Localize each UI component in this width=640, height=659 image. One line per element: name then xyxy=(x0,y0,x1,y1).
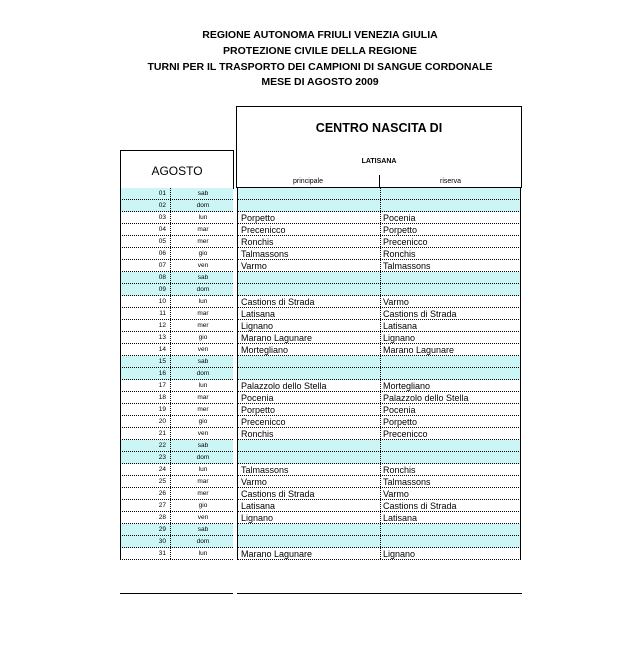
table-row xyxy=(120,308,521,320)
date-cell xyxy=(120,500,233,512)
table-row xyxy=(120,500,521,512)
col-principale-header: principale xyxy=(293,178,323,185)
day-number: 08 xyxy=(121,272,171,283)
riserva-value: Ronchis xyxy=(380,464,523,475)
weekday: mer xyxy=(197,406,209,413)
assignment-cell xyxy=(237,440,521,452)
day-number: 23 xyxy=(121,452,171,463)
weekday: lun xyxy=(198,382,208,389)
day-number: 09 xyxy=(121,284,171,295)
assignment-cell xyxy=(237,428,521,440)
table-row xyxy=(120,380,521,392)
weekday: dom xyxy=(196,286,210,293)
table-row xyxy=(120,224,521,236)
day-number: 20 xyxy=(121,416,171,427)
date-cell xyxy=(120,440,233,452)
date-cell xyxy=(120,296,233,308)
table-row xyxy=(120,488,521,500)
riserva-value: Lignano xyxy=(380,548,523,559)
date-cell xyxy=(120,452,233,464)
assignment-cell xyxy=(237,404,521,416)
date-cell xyxy=(120,200,233,212)
principale-value: Precenicco xyxy=(241,417,286,427)
principale-value: Porpetto xyxy=(241,213,276,223)
principale-value: Lignano xyxy=(241,321,274,331)
table-row xyxy=(120,404,521,416)
date-cell xyxy=(120,464,233,476)
table-row xyxy=(120,296,521,308)
table-row xyxy=(120,476,521,488)
table-row xyxy=(120,200,521,212)
principale-value: Ronchis xyxy=(241,237,274,247)
date-cell xyxy=(120,308,233,320)
assignment-cell xyxy=(237,512,521,524)
table-row xyxy=(120,332,521,344)
weekday: dom xyxy=(196,538,210,545)
date-cell xyxy=(120,344,233,356)
date-cell xyxy=(120,332,233,344)
assignment-cell xyxy=(237,272,521,284)
day-number: 21 xyxy=(121,428,171,439)
weekday: mer xyxy=(197,238,209,245)
riserva-value: Latisana xyxy=(380,512,523,523)
date-cell xyxy=(120,188,233,200)
principale-value: Palazzolo dello Stella xyxy=(241,381,327,391)
col-riserva-header: riserva xyxy=(439,178,461,185)
column-header-box xyxy=(236,175,522,188)
centro-title: CENTRO NASCITA DI xyxy=(315,121,443,135)
assignment-cell xyxy=(237,464,521,476)
date-cell xyxy=(120,548,233,560)
table-row xyxy=(120,428,521,440)
assignment-cell xyxy=(237,536,521,548)
weekday: gio xyxy=(198,502,208,509)
principale-value: Castions di Strada xyxy=(241,297,315,307)
day-number: 12 xyxy=(121,320,171,331)
principale-value: Precenicco xyxy=(241,225,286,235)
principale-value: Marano Lagunare xyxy=(241,333,313,343)
riserva-value: Pocenia xyxy=(380,404,523,415)
principale-value: Varmo xyxy=(241,477,267,487)
assignment-cell xyxy=(237,452,521,464)
riserva-value: Varmo xyxy=(380,296,523,307)
day-number: 10 xyxy=(121,296,171,307)
assignment-cell xyxy=(237,380,521,392)
day-number: 06 xyxy=(121,248,171,259)
day-number: 07 xyxy=(121,260,171,271)
table-row xyxy=(120,536,521,548)
assignment-cell xyxy=(237,236,521,248)
date-cell xyxy=(120,260,233,272)
table-row xyxy=(120,236,521,248)
riserva-value xyxy=(380,524,523,535)
principale-value: Latisana xyxy=(241,309,276,319)
weekday: dom xyxy=(196,370,210,377)
weekday: mer xyxy=(197,490,209,497)
assignment-cell xyxy=(237,392,521,404)
day-number: 03 xyxy=(121,212,171,223)
date-cell xyxy=(120,428,233,440)
assignment-cell xyxy=(237,308,521,320)
table-bottom-right xyxy=(237,593,522,594)
day-number: 26 xyxy=(121,488,171,499)
month-label: AGOSTO xyxy=(151,164,203,178)
header-line-3: TURNI PER IL TRASPORTO DEI CAMPIONI DI SANGUE CORDONALE xyxy=(147,61,493,73)
assignment-cell xyxy=(237,332,521,344)
date-cell xyxy=(120,476,233,488)
assignment-cell xyxy=(237,488,521,500)
date-cell xyxy=(120,248,233,260)
day-number: 05 xyxy=(121,236,171,247)
date-cell xyxy=(120,224,233,236)
day-number: 11 xyxy=(121,308,171,319)
assignment-cell xyxy=(237,368,521,380)
header-line-1: REGIONE AUTONOMA FRIULI VENEZIA GIULIA xyxy=(202,29,438,41)
day-number: 19 xyxy=(121,404,171,415)
assignment-cell xyxy=(237,224,521,236)
riserva-value xyxy=(380,284,523,295)
table-row xyxy=(120,272,521,284)
day-number: 14 xyxy=(121,344,171,355)
table-row xyxy=(120,392,521,404)
day-number: 16 xyxy=(121,368,171,379)
table-row xyxy=(120,344,521,356)
table-row xyxy=(120,356,521,368)
day-number: 24 xyxy=(121,464,171,475)
centro-place: LATISANA xyxy=(361,158,397,165)
weekday: sab xyxy=(197,526,209,533)
table-row xyxy=(120,524,521,536)
weekday: lun xyxy=(198,298,208,305)
table-row xyxy=(120,320,521,332)
weekday: lun xyxy=(198,550,208,557)
schedule-table xyxy=(120,188,521,560)
day-number: 18 xyxy=(121,392,171,403)
assignment-cell xyxy=(237,416,521,428)
riserva-value: Lignano xyxy=(380,332,523,343)
header-line-2: PROTEZIONE CIVILE DELLA REGIONE xyxy=(223,45,417,57)
assignment-cell xyxy=(237,212,521,224)
date-cell xyxy=(120,236,233,248)
assignment-cell xyxy=(237,344,521,356)
table-row xyxy=(120,440,521,452)
principale-value: Talmassons xyxy=(241,249,289,259)
weekday: mar xyxy=(197,310,209,317)
weekday: dom xyxy=(196,202,210,209)
assignment-cell xyxy=(237,248,521,260)
weekday: mar xyxy=(197,226,209,233)
date-cell xyxy=(120,392,233,404)
table-row xyxy=(120,512,521,524)
table-row xyxy=(120,464,521,476)
assignment-cell xyxy=(237,260,521,272)
assignment-cell xyxy=(237,500,521,512)
weekday: sab xyxy=(197,358,209,365)
date-cell xyxy=(120,488,233,500)
principale-value: Mortegliano xyxy=(241,345,289,355)
date-cell xyxy=(120,512,233,524)
riserva-value: Palazzolo dello Stella xyxy=(380,392,523,403)
principale-value: Lignano xyxy=(241,513,274,523)
weekday: mer xyxy=(197,322,209,329)
date-cell xyxy=(120,320,233,332)
date-cell xyxy=(120,380,233,392)
weekday: mar xyxy=(197,394,209,401)
day-number: 02 xyxy=(121,200,171,211)
assignment-cell xyxy=(237,200,521,212)
day-number: 22 xyxy=(121,440,171,451)
principale-value: Varmo xyxy=(241,261,267,271)
riserva-value xyxy=(380,188,523,199)
table-row xyxy=(120,284,521,296)
day-number: 01 xyxy=(121,188,171,199)
day-number: 29 xyxy=(121,524,171,535)
day-number: 13 xyxy=(121,332,171,343)
weekday: gio xyxy=(198,418,208,425)
riserva-value: Precenicco xyxy=(380,236,523,247)
table-bottom-left xyxy=(120,593,233,594)
assignment-cell xyxy=(237,356,521,368)
day-number: 30 xyxy=(121,536,171,547)
riserva-value: Talmassons xyxy=(380,476,523,487)
assignment-cell xyxy=(237,476,521,488)
month-header-box xyxy=(120,150,234,189)
riserva-value: Porpetto xyxy=(380,416,523,427)
assignment-cell xyxy=(237,548,521,560)
day-number: 15 xyxy=(121,356,171,367)
day-number: 25 xyxy=(121,476,171,487)
weekday: dom xyxy=(196,454,210,461)
day-number: 04 xyxy=(121,224,171,235)
date-cell xyxy=(120,272,233,284)
day-number: 17 xyxy=(121,380,171,391)
principale-value: Ronchis xyxy=(241,429,274,439)
riserva-value: Ronchis xyxy=(380,248,523,259)
day-number: 28 xyxy=(121,512,171,523)
riserva-value: Precenicco xyxy=(380,428,523,439)
table-row xyxy=(120,548,521,560)
riserva-value: Marano Lagunare xyxy=(380,344,523,355)
riserva-value xyxy=(380,200,523,211)
riserva-value xyxy=(380,536,523,547)
riserva-value: Latisana xyxy=(380,320,523,331)
date-cell xyxy=(120,368,233,380)
weekday: sab xyxy=(197,190,209,197)
table-row xyxy=(120,248,521,260)
weekday: sab xyxy=(197,274,209,281)
table-row xyxy=(120,452,521,464)
riserva-value xyxy=(380,452,523,463)
table-row xyxy=(120,260,521,272)
riserva-value: Castions di Strada xyxy=(380,500,523,511)
riserva-value: Mortegliano xyxy=(380,380,523,391)
principale-value: Talmassons xyxy=(241,465,289,475)
day-number: 31 xyxy=(121,548,171,559)
table-row xyxy=(120,212,521,224)
riserva-value: Castions di Strada xyxy=(380,308,523,319)
date-cell xyxy=(120,536,233,548)
principale-value: Porpetto xyxy=(241,405,276,415)
weekday: gio xyxy=(198,250,208,257)
date-cell xyxy=(120,404,233,416)
principale-value: Castions di Strada xyxy=(241,489,315,499)
assignment-cell xyxy=(237,284,521,296)
principale-value: Latisana xyxy=(241,501,276,511)
date-cell xyxy=(120,416,233,428)
principale-value: Marano Lagunare xyxy=(241,549,313,559)
header-line-4: MESE DI AGOSTO 2009 xyxy=(261,76,379,88)
weekday: gio xyxy=(198,334,208,341)
weekday: lun xyxy=(198,466,208,473)
date-cell xyxy=(120,524,233,536)
weekday: sab xyxy=(197,442,209,449)
table-row xyxy=(120,368,521,380)
riserva-value: Pocenia xyxy=(380,212,523,223)
weekday: ven xyxy=(197,514,209,521)
date-cell xyxy=(120,356,233,368)
riserva-value xyxy=(380,272,523,283)
riserva-value xyxy=(380,356,523,367)
riserva-value xyxy=(380,440,523,451)
table-row xyxy=(120,188,521,200)
riserva-value: Talmassons xyxy=(380,260,523,271)
date-cell xyxy=(120,212,233,224)
table-row xyxy=(120,416,521,428)
date-cell xyxy=(120,284,233,296)
assignment-cell xyxy=(237,524,521,536)
weekday: mar xyxy=(197,478,209,485)
assignment-cell xyxy=(237,320,521,332)
day-number: 27 xyxy=(121,500,171,511)
assignment-cell xyxy=(237,188,521,200)
assignment-cell xyxy=(237,296,521,308)
weekday: ven xyxy=(197,346,209,353)
weekday: ven xyxy=(197,430,209,437)
riserva-value: Porpetto xyxy=(380,224,523,235)
centro-header-box xyxy=(236,106,522,177)
weekday: ven xyxy=(197,262,209,269)
riserva-value xyxy=(380,368,523,379)
riserva-value: Varmo xyxy=(380,488,523,499)
weekday: lun xyxy=(198,214,208,221)
principale-value: Pocenia xyxy=(241,393,274,403)
